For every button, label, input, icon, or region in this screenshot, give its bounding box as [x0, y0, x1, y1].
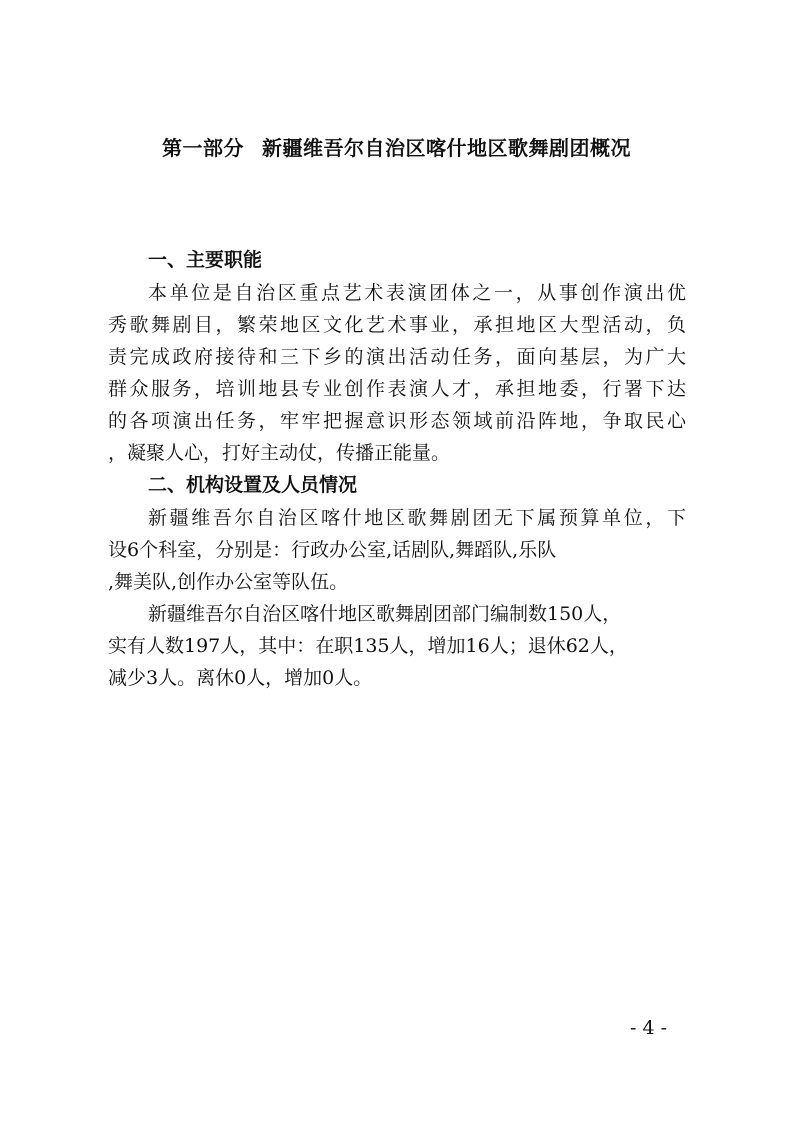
paragraph-line: 责完成政府接待和三下乡的演出活动任务，面向基层，为广大 — [108, 346, 686, 368]
title-part: 第一部分 — [162, 136, 244, 160]
section-heading-main-functions: 一、主要职能 — [148, 249, 263, 271]
paragraph-line: 实有人数197人，其中：在职135人，增加16人；退休62人， — [108, 635, 628, 657]
paragraph-line: 新疆维吾尔自治区喀什地区歌舞剧团部门编制数150人， — [148, 603, 622, 625]
page-title — [0, 133, 793, 163]
paragraph-line: 的各项演出任务，牢牢把握意识形态领域前沿阵地，争取民心 — [108, 410, 686, 432]
paragraph-line: 减少3人。离休0人，增加0人。 — [108, 667, 373, 689]
paragraph-line: ,舞美队,创作办公室等队伍。 — [108, 571, 349, 593]
title-main: 新疆维吾尔自治区喀什地区歌舞剧团概况 — [262, 136, 631, 160]
paragraph-line: 群众服务，培训地县专业创作表演人才，承担地委，行署下达 — [108, 378, 686, 400]
page-number: - 4 - — [630, 1017, 668, 1039]
paragraph-line: 秀歌舞剧目，繁荣地区文化艺术事业，承担地区大型活动，负 — [108, 314, 686, 336]
paragraph-line: 设6个科室，分别是：行政办公室,话剧队,舞蹈队,乐队 — [108, 539, 557, 561]
paragraph-line: 新疆维吾尔自治区喀什地区歌舞剧团无下属预算单位，下 — [148, 507, 686, 529]
section-heading-organization: 二、机构设置及人员情况 — [148, 474, 358, 496]
paragraph-line: 本单位是自治区重点艺术表演团体之一，从事创作演出优 — [148, 282, 686, 304]
paragraph-line: ，凝聚人心，打好主动仗，传播正能量。 — [108, 442, 451, 464]
